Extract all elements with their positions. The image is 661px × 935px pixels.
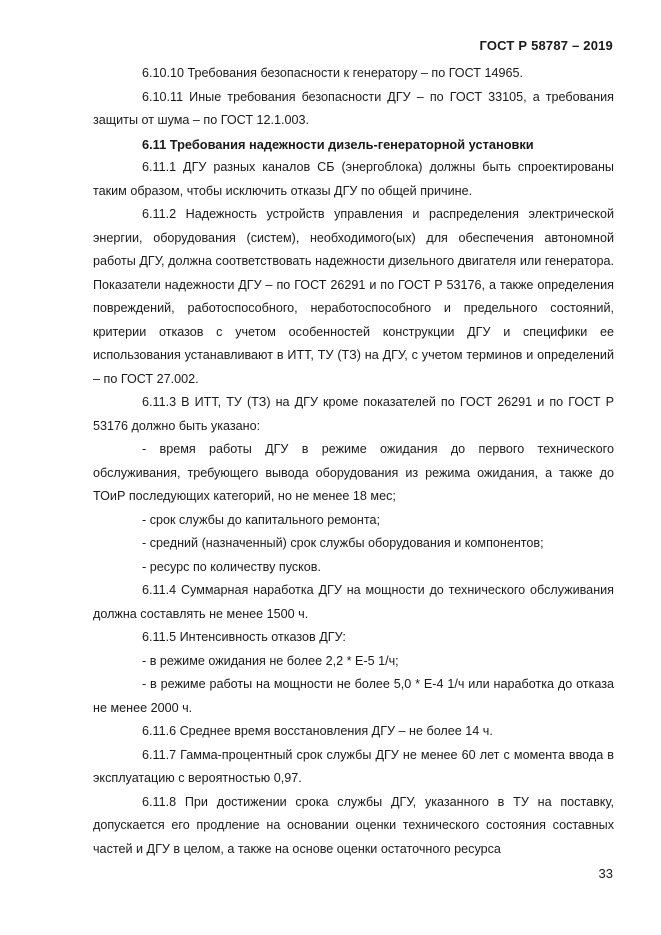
paragraph-6-11-7: 6.11.7 Гамма-процентный срок службы ДГУ не менее 60 лет с момента ввода в эксплуатацию с вероятностью 0,97. <box>93 747 614 785</box>
list-item-start-resource: - ресурс по количеству пусков. <box>142 559 321 574</box>
paragraph-6-11-2: 6.11.2 Надежность устройств управления и распределения электрической энергии, оборудования (систем), необходимого(ых) для обеспечения автономной работы ДГУ, должна соответствовать надежности дизельного двигателя или генератора. Показатели надежности ДГУ – по ГОСТ 26291 и по ГОСТ Р 53176, а также определения повреждений, работоспособного, неработоспособного и предельного состояний, критерии отказов с учетом особенностей конструкции ДГУ и специфики ее использования устанавливают в ИТТ, ТУ (ТЗ) на ДГУ, с учетом терминов и определений – по ГОСТ 27.002. <box>93 207 614 386</box>
page-number: 33 <box>598 866 613 881</box>
paragraph-6-11-1: 6.11.1 ДГУ разных каналов СБ (энергоблока) должны быть спроектированы таким образом, чтобы исключить отказы ДГУ по общей причине. <box>93 160 614 198</box>
list-item-operating-failure-rate: - в режиме работы на мощности не более 5,0 * Е-4 1/ч или наработка до отказа не менее 2000 ч. <box>93 677 614 715</box>
paragraph-6-11-4: 6.11.4 Суммарная наработка ДГУ на мощности до технического обслуживания должна составлять не менее 1500 ч. <box>93 583 614 621</box>
list-item-average-service-life: - средний (назначенный) срок службы оборудования и компонентов; <box>142 536 544 550</box>
list-item-service-life-overhaul: - срок службы до капитального ремонта; <box>142 512 380 527</box>
paragraph-6-11-5: 6.11.5 Интенсивность отказов ДГУ: <box>142 630 346 644</box>
paragraph-6-11-8: 6.11.8 При достижении срока службы ДГУ, указанного в ТУ на поставку, допускается его продление на основании оценки технического состояния составных частей и ДГУ в целом, а также на основе оценки остаточного ресурса <box>93 794 614 856</box>
list-item-standby-time: - время работы ДГУ в режиме ожидания до первого технического обслуживания, требующего вывода оборудования из режима ожидания, а также до ТОиР последующих категорий, но не менее 18 мес; <box>93 442 614 503</box>
paragraph-6-10-10: 6.10.10 Требования безопасности к генератору – по ГОСТ 14965. <box>142 66 523 80</box>
document-body <box>93 62 614 861</box>
section-heading-6-11: 6.11 Требования надежности дизель-генераторной установки <box>142 136 534 152</box>
paragraph-6-11-6: 6.11.6 Среднее время восстановления ДГУ – не более 14 ч. <box>142 724 493 738</box>
document-code-header: ГОСТ Р 58787 – 2019 <box>479 38 613 53</box>
paragraph-6-10-11: 6.10.11 Иные требования безопасности ДГУ – по ГОСТ 33105, а требования защиты от шума – по ГОСТ 12.1.003. <box>93 89 614 127</box>
list-item-standby-failure-rate: - в режиме ожидания не более 2,2 * Е-5 1/ч; <box>142 653 399 668</box>
paragraph-6-11-3: 6.11.3 В ИТТ, ТУ (ТЗ) на ДГУ кроме показателей по ГОСТ 26291 и по ГОСТ Р 53176 должно быть указано: <box>93 395 614 433</box>
